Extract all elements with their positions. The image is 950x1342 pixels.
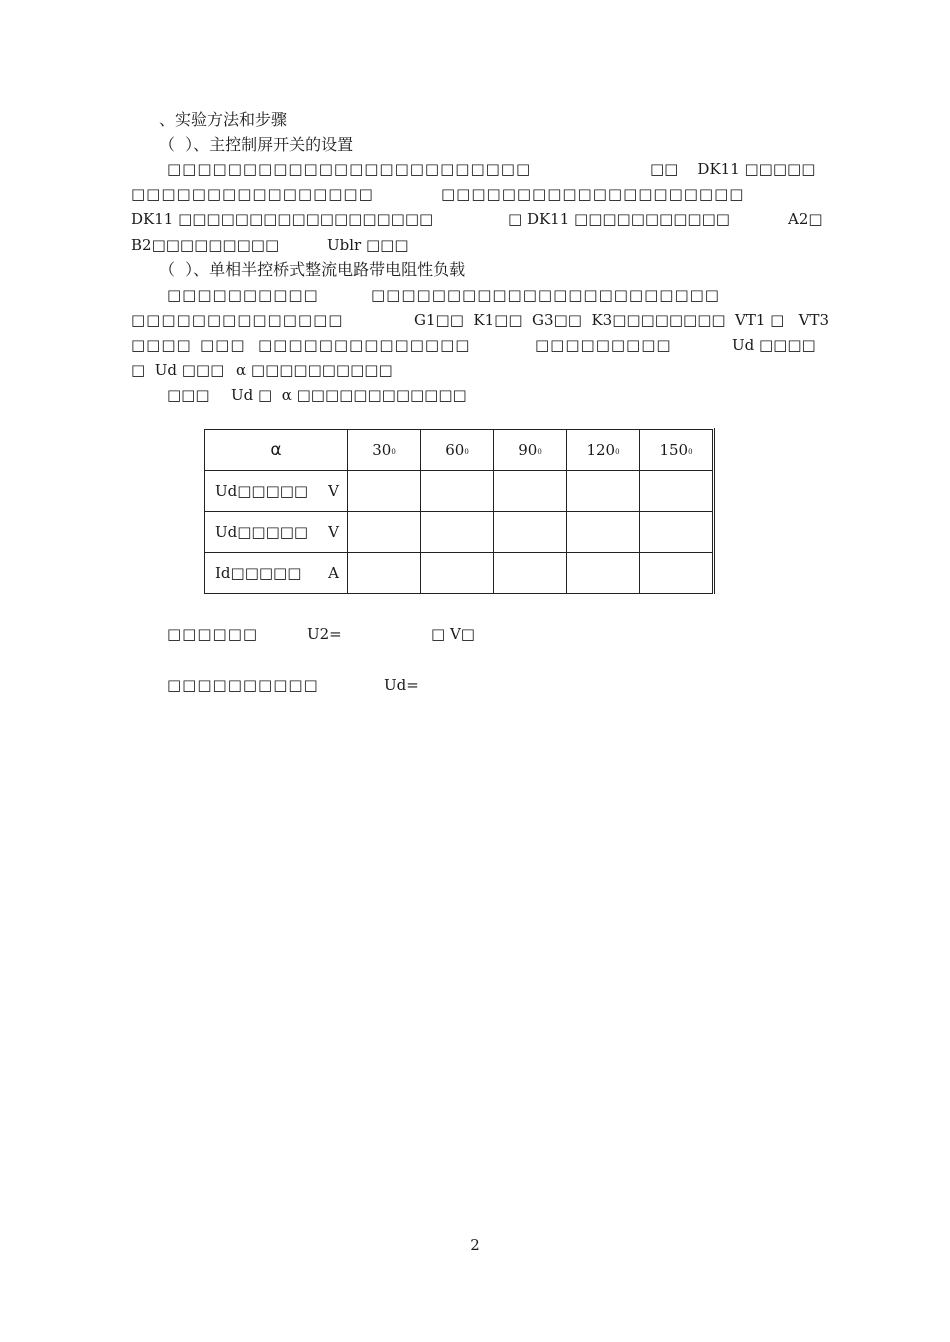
p1-line4b: Ublr □□□ xyxy=(327,236,409,254)
value-cell[interactable] xyxy=(494,512,567,553)
p1-line1b: □□ DK11 □□□□□ xyxy=(650,160,816,178)
page-number: 2 xyxy=(470,1236,480,1254)
row-label-cell: Ud□□□□□ V xyxy=(205,512,348,553)
header-angle-cell: $150^0$ xyxy=(640,430,713,471)
table-double-border xyxy=(714,428,715,594)
p1-line3b: □ DK11 □□□□□□□□□□□ xyxy=(508,210,730,228)
ud-label: □□□□□□□□□□ xyxy=(167,676,319,694)
row-label-cell: Ud□□□□□ V xyxy=(205,471,348,512)
subsection-1-title: （ ）、主控制屏开关的设置 xyxy=(159,135,354,154)
p2-line4b: α □□□□□□□□□□ xyxy=(236,361,393,379)
value-cell[interactable] xyxy=(348,512,421,553)
header-alpha-cell xyxy=(205,430,348,471)
p1-line3c: A2□ xyxy=(788,210,823,228)
value-cell[interactable] xyxy=(640,471,713,512)
row-label-cell: Id□□□□□ A xyxy=(205,553,348,594)
value-cell[interactable] xyxy=(421,512,494,553)
header-angle-cell: $30^0$ xyxy=(348,430,421,471)
measurement-table xyxy=(204,429,713,594)
p2-line3c: □□□□□□□□□□□□□□ xyxy=(258,336,471,354)
value-cell[interactable] xyxy=(494,553,567,594)
p2-line2c: VT1 □ VT3 xyxy=(735,311,830,329)
p2-line3b: □□□ xyxy=(200,336,246,354)
p2-line2a: □□□□□□□□□□□□□□ xyxy=(131,311,344,329)
p2-line3d: □□□□□□□□□ xyxy=(535,336,672,354)
p2-line3a: □□□□ xyxy=(131,336,192,354)
value-cell[interactable] xyxy=(421,553,494,594)
p2-line1b: □□□□□□□□□□□□□□□□□□□□□□□ xyxy=(371,286,720,304)
alpha-symbol: α xyxy=(270,440,282,460)
subsection-2-title: （ ）、单相半控桥式整流电路带电阻性负载 xyxy=(159,260,466,279)
p1-line2a: □□□□□□□□□□□□□□□□ xyxy=(131,185,374,203)
u2-unit: □ V□ xyxy=(431,625,475,643)
p1-line4a: B2□□□□□□□□□ xyxy=(131,236,280,254)
value-cell[interactable] xyxy=(348,553,421,594)
header-angle-cell: $60^0$ xyxy=(421,430,494,471)
ud-variable: Ud= xyxy=(384,676,419,694)
p2-line5a: □□□ xyxy=(167,386,210,404)
table-row xyxy=(205,553,713,594)
table-header-row xyxy=(205,430,713,471)
u2-label: □□□□□□ xyxy=(167,625,259,643)
header-angle-cell: $120^0$ xyxy=(567,430,640,471)
value-cell[interactable] xyxy=(640,512,713,553)
p2-line1a: □□□□□□□□□□ xyxy=(167,286,319,304)
p1-line2b: □□□□□□□□□□□□□□□□□□□□ xyxy=(441,185,745,203)
table-row xyxy=(205,512,713,553)
p1-line1a: □□□□□□□□□□□□□□□□□□□□□□□□ xyxy=(167,160,532,178)
value-cell[interactable] xyxy=(567,553,640,594)
value-cell[interactable] xyxy=(494,471,567,512)
value-cell[interactable] xyxy=(421,471,494,512)
u2-variable: U2= xyxy=(307,625,342,643)
value-cell[interactable] xyxy=(348,471,421,512)
p2-line5b: Ud □ α □□□□□□□□□□□□ xyxy=(231,386,467,404)
p2-line4a: □ Ud □□□ xyxy=(131,361,225,379)
value-cell[interactable] xyxy=(640,553,713,594)
p2-line3e: Ud □□□□ xyxy=(732,336,816,354)
p1-line3a: DK11 □□□□□□□□□□□□□□□□□□ xyxy=(131,210,434,228)
p2-line2b: G1□□ K1□□ G3□□ K3□□□□□□□□ xyxy=(414,311,726,329)
value-cell[interactable] xyxy=(567,471,640,512)
value-cell[interactable] xyxy=(567,512,640,553)
section-title: 、实验方法和步骤 xyxy=(159,110,288,129)
table-row xyxy=(205,471,713,512)
header-angle-cell: $90^0$ xyxy=(494,430,567,471)
